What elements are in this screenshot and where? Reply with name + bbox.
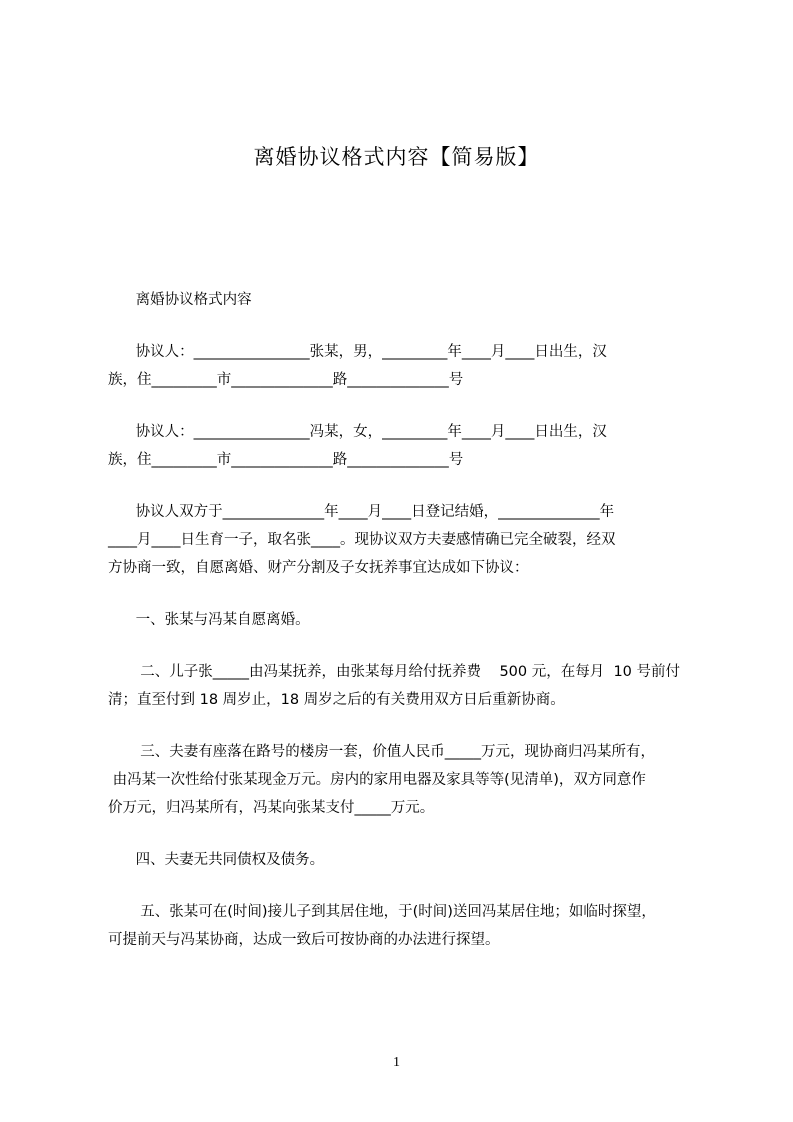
clause-2 (108, 658, 718, 714)
clause-1 (108, 606, 718, 634)
text-line: 方协商一致，自愿离婚、财产分割及子女抚养事宜达成如下协议： (108, 560, 529, 576)
text-line: 协议人双方于______________年____月____日登记结婚，______________年 (108, 504, 615, 520)
text-line: 五、张某可在(时间)接儿子到其居住地，于(时间)送回冯某居住地；如临时探望， (108, 904, 656, 920)
text-line: 由冯某一次性给付张某现金万元。房内的家用电器及家具等等(见清单)，双方同意作 (108, 772, 646, 788)
text-line: 协议人：________________张某，男，_________年____月____日出生，汉 (108, 344, 607, 360)
clause-3 (108, 738, 718, 822)
paragraph-party-1 (108, 338, 718, 394)
text-line: ____月____日生育一子，取名张____。现协议双方夫妻感情确已完全破裂，经双 (108, 532, 616, 548)
document-title: 离婚协议格式内容【简易版】 (253, 145, 540, 169)
text-line: 族，住_________市______________路______________号 (108, 452, 464, 468)
paragraph-party-2 (108, 418, 718, 474)
text-line: 价万元，归冯某所有，冯某向张某支付_____万元。 (108, 800, 435, 816)
page-number: 1 (393, 1055, 400, 1070)
text-line: 清；直至付到 18 周岁止，18 周岁之后的有关费用双方日后重新协商。 (108, 692, 565, 708)
text-line: 三、夫妻有座落在路号的楼房一套，价值人民币_____万元，现协商归冯某所有， (108, 744, 656, 760)
clause-4 (108, 846, 718, 874)
text-line: 协议人：________________冯某，女，_________年____月____日出生，汉 (108, 424, 607, 440)
text-line: 四、夫妻无共同债权及债务。 (108, 852, 325, 868)
text-line: 可提前天与冯某协商，达成一致后可按协商的办法进行探望。 (108, 932, 500, 948)
paragraph-marriage (108, 498, 718, 582)
text-line: 二、儿子张_____由冯某抚养，由张某每月给付抚养费 500 元，在每月 10 号前付 (108, 664, 681, 680)
clause-5 (108, 898, 718, 954)
text-line: 离婚协议格式内容 (108, 292, 252, 308)
text-line: 一、张某与冯某自愿离婚。 (108, 612, 310, 628)
document-body (108, 286, 718, 978)
paragraph-heading (108, 286, 718, 314)
text-line: 族，住_________市______________路______________号 (108, 372, 464, 388)
